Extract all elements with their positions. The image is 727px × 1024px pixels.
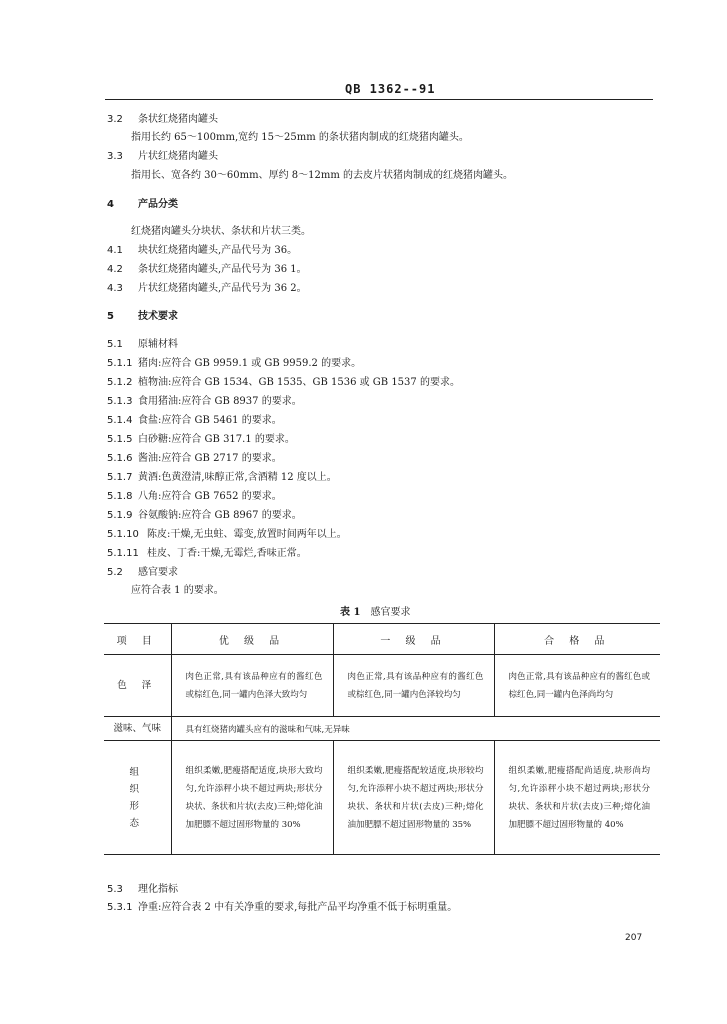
clause-5-1-9: 5.1.9 谷氨酸钠:应符合 GB 8967 的要求。 (107, 510, 302, 521)
cell-color-qualified: 肉色正常,具有该品种应有的酱红色或棕红色,同一罐内色泽尚均匀 (494, 655, 660, 717)
header-rule (105, 99, 653, 100)
cell-texture-premium: 组织柔嫩,肥瘦搭配适度,块形大致均匀,允许添秤小块不超过两块;形状分块状、条状和片状(去皮)三种;熔化油加肥膘不超过固形物量的 30% (171, 741, 333, 855)
clause-4: 4 产品分类 (107, 199, 178, 210)
header-item: 项 目 (104, 624, 171, 655)
clause-5-3-1: 5.3.1 净重:应符合表 2 中有关净重的要求,每批产品平均净重不低于标明重量。 (107, 902, 458, 913)
clause-3-3-text: 指用长、宽各约 30～60mm、厚约 8～12mm 的去皮片状猪肉制成的红烧猪肉罐头。 (131, 170, 514, 181)
clause-5-1-4: 5.1.4 食盐:应符合 GB 5461 的要求。 (107, 415, 282, 426)
table-header-row (104, 624, 660, 655)
cell-color-premium: 肉色正常,具有该品种应有的酱红色或棕红色,同一罐内色泽大致均匀 (171, 655, 333, 717)
header-first-grade: 一 级 品 (333, 624, 494, 655)
header-premium: 优 级 品 (171, 624, 333, 655)
document-number: QB 1362--91 (345, 82, 436, 96)
clause-5-1: 5.1 原辅材料 (107, 339, 178, 350)
table-row-texture (104, 741, 660, 855)
clause-5-1-6: 5.1.6 酱油:应符合 GB 2717 的要求。 (107, 453, 282, 464)
table-row-flavor (104, 717, 660, 741)
clause-5-1-11: 5.1.11 桂皮、丁香:干燥,无霉烂,香味正常。 (107, 548, 307, 559)
clause-4-1: 4.1 块状红烧猪肉罐头,产品代号为 36。 (107, 245, 298, 256)
header-qualified: 合 格 品 (494, 624, 660, 655)
clause-5-1-8: 5.1.8 八角:应符合 GB 7652 的要求。 (107, 491, 282, 502)
table-caption (340, 603, 410, 618)
clause-5-1-7: 5.1.7 黄酒:色黄澄清,味醇正常,含酒精 12 度以上。 (107, 472, 337, 483)
sensory-requirements-table (104, 623, 660, 855)
clause-5-2-text: 应符合表 1 的要求。 (131, 585, 224, 596)
clause-5-1-10: 5.1.10 陈皮:干燥,无虫蛀、霉变,放置时间两年以上。 (107, 529, 347, 540)
clause-5-1-2: 5.1.2 植物油:应符合 GB 1534、GB 1535、GB 1536 或 GB 1537 的要求。 (107, 377, 460, 388)
clause-4-3: 4.3 片状红烧猪肉罐头,产品代号为 36 2。 (107, 283, 307, 294)
clause-3-2-text: 指用长约 65～100mm,宽约 15～25mm 的条状猪肉制成的红烧猪肉罐头。 (131, 132, 469, 143)
cell-flavor: 具有红烧猪肉罐头应有的滋味和气味,无异味 (171, 717, 660, 741)
clause-5-3: 5.3 理化指标 (107, 884, 178, 895)
table-title: 感官要求 (370, 607, 411, 618)
clause-4-2: 4.2 条状红烧猪肉罐头,产品代号为 36 1。 (107, 264, 307, 275)
page-number: 207 (625, 933, 643, 943)
clause-4-text: 红烧猪肉罐头分块状、条状和片状三类。 (131, 226, 311, 237)
clause-3-3: 3.3 片状红烧猪肉罐头 (107, 151, 218, 162)
row-label-texture: 组 织 形 态 (104, 741, 171, 855)
clause-5-1-3: 5.1.3 食用猪油:应符合 GB 8937 的要求。 (107, 396, 302, 407)
clause-5-1-1: 5.1.1 猪肉:应符合 GB 9959.1 或 GB 9959.2 的要求。 (107, 358, 362, 369)
cell-texture-qualified: 组织柔嫩,肥瘦搭配尚适度,块形尚均匀,允许添秤小块不超过两块;形状分块状、条状和片状(去皮)三种;熔化油加肥膘不超过固形物量的 40% (494, 741, 660, 855)
clause-3-2: 3.2 条状红烧猪肉罐头 (107, 114, 218, 125)
clause-5-2: 5.2 感官要求 (107, 567, 178, 578)
clause-5-1-5: 5.1.5 白砂糖:应符合 GB 317.1 的要求。 (107, 434, 295, 445)
table-label: 表 1 (340, 607, 361, 618)
row-label-flavor: 滋味、气味 (104, 717, 171, 741)
cell-color-first: 肉色正常,具有该品种应有的酱红色或棕红色,同一罐内色泽较均匀 (333, 655, 494, 717)
cell-texture-first: 组织柔嫩,肥瘦搭配较适度,块形较均匀,允许添秤小块不超过两块;形状分块状、条状和片状(去皮)三种;熔化油加肥膘不超过固形物量的 35% (333, 741, 494, 855)
row-label-color: 色 泽 (117, 680, 158, 691)
table-row-color (104, 655, 660, 717)
clause-5: 5 技术要求 (107, 311, 178, 322)
